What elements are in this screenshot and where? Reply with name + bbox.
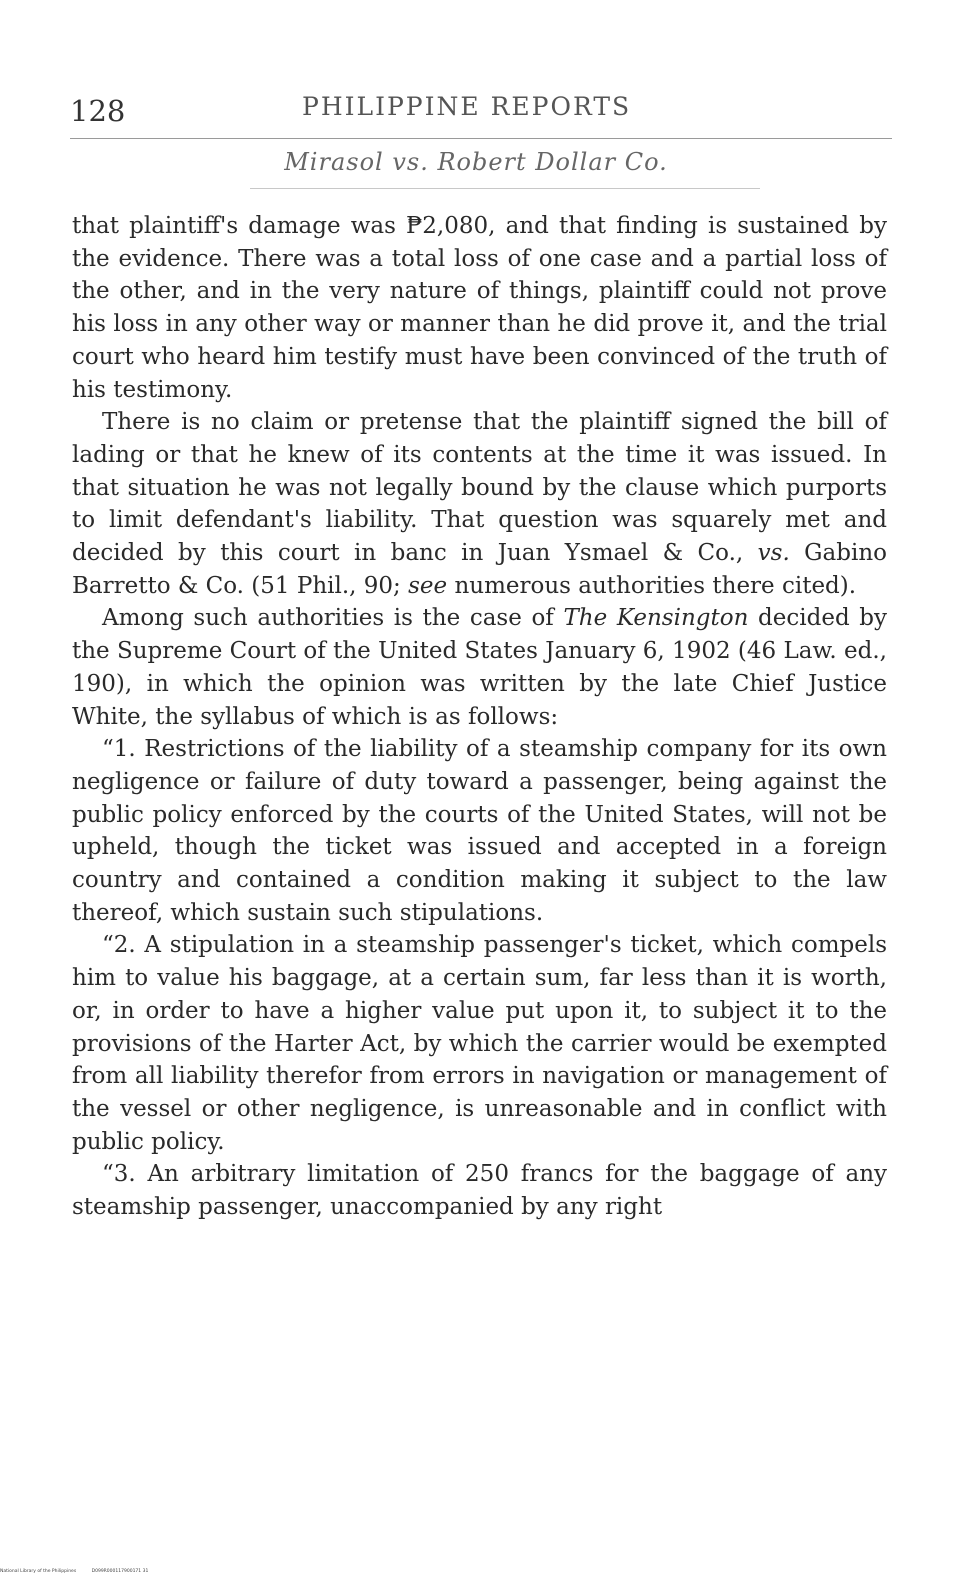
- footer-code: D099R000117900171 31: [91, 1569, 149, 1574]
- header-rule: [70, 138, 892, 139]
- scan-footer: [0, 1569, 162, 1574]
- body-text: [72, 210, 887, 1224]
- page-number: 128: [70, 94, 126, 128]
- paragraph-text: There is no claim or pretense that the plaintiff signed the bill of lading or that he knew of its contents at the time it was issued. In that situation he was not legally bound by the clause which purports to limit defendant's liability. That question was squarely met and decided by this court in banc in Juan Ysmael & Co.,: [72, 409, 887, 567]
- paragraph-bill-of-lading: [72, 406, 887, 602]
- paragraph-kensington: [72, 602, 887, 733]
- case-name-kensington: The Kensington: [563, 605, 749, 632]
- case-title-rule: [250, 188, 760, 189]
- paragraph-text: Among such authorities is the case of: [102, 605, 564, 632]
- syllabus-item-2: “2. A stipulation in a steamship passenger's ticket, which compels him to value his baggage, at a certain sum, far less than it is worth, or, in order to have a higher value put upon it, to subject it to the provisions of the Harter Act, by which the carrier would be exempted from all liability therefor from errors in navigation or management of the vessel or other negligence, is unreasonable and in conflict with public policy.: [72, 932, 887, 1155]
- running-head: [70, 88, 890, 134]
- case-title: Mirasol vs. Robert Dollar Co.: [284, 148, 668, 176]
- paragraph-text: decided by the Supreme Court of the United States January 6, 1902 (46 Law. ed., 190), in which the opinion was written by the late Chief Justice White, the syllabus of which is as follows:: [72, 605, 888, 730]
- italic-vs: vs.: [757, 540, 790, 567]
- italic-see: see: [408, 572, 448, 599]
- syllabus-item-3: “3. An arbitrary limitation of 250 francs for the baggage of any steamship passenger, unaccompanied by any right: [72, 1161, 887, 1221]
- footer-library: National Library of the Philippines: [0, 1569, 77, 1574]
- paragraph-continued: that plaintiff's damage was ₱2,080, and that finding is sustained by the evidence. There was a total loss of one case and a partial loss of the other, and in the very nature of things, plaintiff could not prove his loss in any other way or manner than he did prove it, and the trial court who heard him testify must have been convinced of the truth of his testimony.: [72, 213, 887, 403]
- paragraph-text: Gabino Barretto & Co. (51 Phil., 90;: [72, 540, 887, 599]
- journal-title: PHILIPPINE REPORTS: [302, 92, 632, 121]
- paragraph-text: numerous authorities there cited).: [447, 572, 857, 599]
- syllabus-item-1: “1. Restrictions of the liability of a steamship company for its own negligence or failure of duty toward a passenger, being against the public policy enforced by the courts of the United States, will not be upheld, though the ticket was issued and accepted in a foreign country and contained a condition making it subject to the law thereof, which sustain such stipulations.: [72, 736, 887, 926]
